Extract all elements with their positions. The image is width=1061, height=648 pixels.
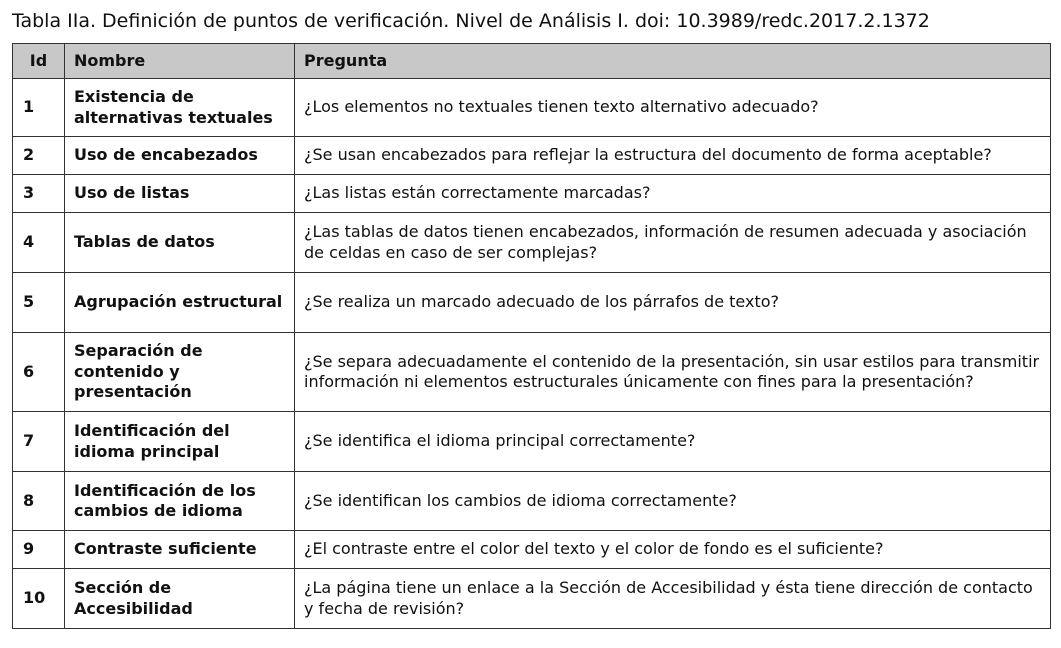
cell-pregunta: ¿Se identifican los cambios de idioma correctamente? (295, 472, 1051, 531)
cell-pregunta: ¿El contraste entre el color del texto y el color de fondo es el suficiente? (295, 531, 1051, 569)
cell-nombre: Existencia de alternativas textuales (65, 79, 295, 137)
cell-nombre: Identificación del idioma principal (65, 412, 295, 472)
table-header-row (13, 44, 1051, 79)
cell-id: 9 (13, 531, 65, 569)
table-row (13, 333, 1051, 412)
cell-nombre: Uso de listas (65, 175, 295, 213)
cell-pregunta: ¿Los elementos no textuales tienen texto alternativo adecuado? (295, 79, 1051, 137)
table-caption: Tabla IIa. Definición de puntos de verificación. Nivel de Análisis I. doi: 10.3989/redc.2017.2.1372 (12, 10, 930, 32)
table-row (13, 213, 1051, 273)
table-row (13, 79, 1051, 137)
cell-id: 10 (13, 569, 65, 629)
cell-id: 6 (13, 333, 65, 412)
cell-pregunta: ¿Las tablas de datos tienen encabezados, información de resumen adecuada y asociación de celdas en caso de ser complejas? (295, 213, 1051, 273)
cell-id: 2 (13, 137, 65, 175)
cell-id: 7 (13, 412, 65, 472)
cell-id: 4 (13, 213, 65, 273)
cell-pregunta: ¿Se separa adecuadamente el contenido de la presentación, sin usar estilos para transmitir información ni elementos estructurales únicamente con fines para la presentación? (295, 333, 1051, 412)
cell-nombre: Contraste suficiente (65, 531, 295, 569)
cell-nombre: Identificación de los cambios de idioma (65, 472, 295, 531)
cell-pregunta: ¿La página tiene un enlace a la Sección de Accesibilidad y ésta tiene dirección de contacto y fecha de revisión? (295, 569, 1051, 629)
cell-nombre: Tablas de datos (65, 213, 295, 273)
cell-pregunta: ¿Las listas están correctamente marcadas? (295, 175, 1051, 213)
cell-nombre: Sección de Accesibilidad (65, 569, 295, 629)
cell-id: 1 (13, 79, 65, 137)
cell-id: 5 (13, 273, 65, 333)
table-row (13, 472, 1051, 531)
table-row (13, 531, 1051, 569)
cell-id: 3 (13, 175, 65, 213)
cell-nombre: Uso de encabezados (65, 137, 295, 175)
table-row (13, 569, 1051, 629)
header-id: Id (13, 44, 65, 79)
table-row (13, 137, 1051, 175)
header-nombre: Nombre (65, 44, 295, 79)
cell-pregunta: ¿Se usan encabezados para reflejar la estructura del documento de forma aceptable? (295, 137, 1051, 175)
cell-nombre: Separación de contenido y presentación (65, 333, 295, 412)
cell-pregunta: ¿Se realiza un marcado adecuado de los párrafos de texto? (295, 273, 1051, 333)
header-pregunta: Pregunta (295, 44, 1051, 79)
table-row (13, 273, 1051, 333)
table-row (13, 175, 1051, 213)
cell-id: 8 (13, 472, 65, 531)
table-row (13, 412, 1051, 472)
cell-nombre: Agrupación estructural (65, 273, 295, 333)
verification-points-table (12, 43, 1051, 629)
cell-pregunta: ¿Se identifica el idioma principal correctamente? (295, 412, 1051, 472)
